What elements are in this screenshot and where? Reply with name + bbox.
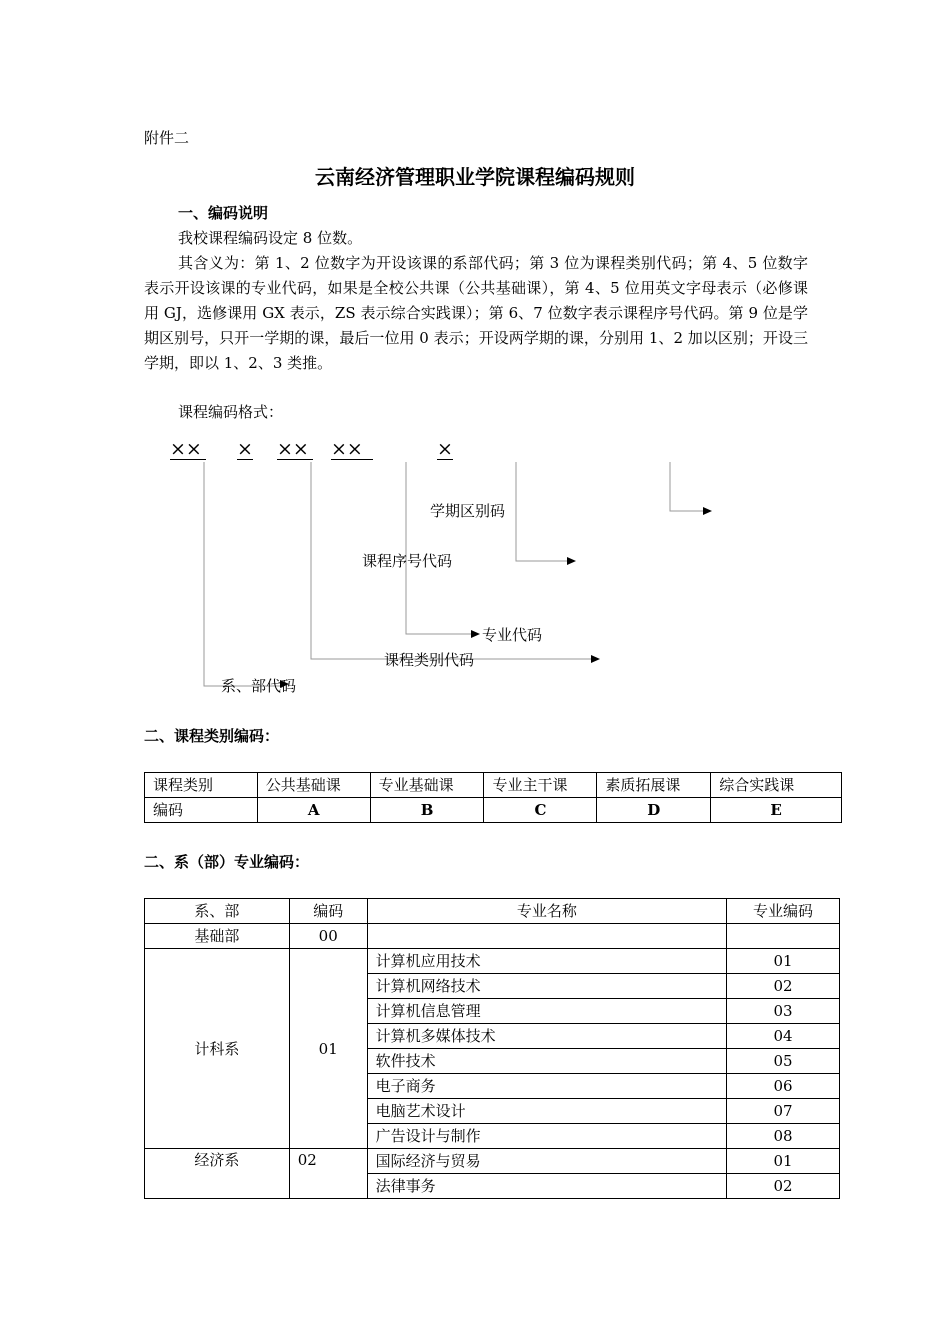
format-label: 课程编码格式：: [178, 403, 284, 421]
table-cell: 基础部: [145, 924, 290, 949]
table-cell: 专业主干课: [484, 773, 597, 798]
table-cell: 广告设计与制作: [367, 1124, 726, 1149]
table-cell: 公共基础课: [257, 773, 370, 798]
table-cell: 国际经济与贸易: [367, 1149, 726, 1174]
dept-major-table: [144, 898, 840, 1199]
table-cell: 02: [727, 1174, 840, 1199]
table-cell: 00: [289, 924, 367, 949]
table-cell: [727, 924, 840, 949]
table-cell: 电脑艺术设计: [367, 1099, 726, 1124]
table-cell: 04: [727, 1024, 840, 1049]
table-cell: [367, 924, 726, 949]
table-cell: 计算机信息管理: [367, 999, 726, 1024]
table-cell: 计算机多媒体技术: [367, 1024, 726, 1049]
table-header-cell: 系、部: [145, 899, 290, 924]
table-cell: 计算机网络技术: [367, 974, 726, 999]
label-dept-code: 系、部代码: [221, 677, 297, 695]
section3-heading: 二、系（部）专业编码：: [144, 853, 310, 871]
table-cell: 软件技术: [367, 1049, 726, 1074]
table-cell: 经济系: [145, 1149, 290, 1199]
table-cell: 素质拓展课: [597, 773, 711, 798]
table-cell: A: [257, 798, 370, 823]
table-cell: 05: [727, 1049, 840, 1074]
table-cell: 01: [289, 949, 367, 1149]
table-row: [145, 798, 842, 823]
table-cell: 综合实践课: [711, 773, 842, 798]
section1-para1: 我校课程编码设定 8 位数。: [178, 229, 363, 247]
course-category-table: [144, 772, 842, 823]
page-title: 云南经济管理职业学院课程编码规则: [315, 165, 635, 189]
label-category-code: 课程类别代码: [384, 651, 475, 669]
section2-heading: 二、课程类别编码：: [144, 727, 280, 745]
table-cell: 01: [727, 1149, 840, 1174]
table-header-cell: 专业编码: [727, 899, 840, 924]
table-cell: E: [711, 798, 842, 823]
label-semester-code: 学期区别码: [430, 502, 506, 520]
table-row: [145, 1149, 840, 1174]
attachment-label: 附件二: [144, 129, 190, 147]
format-digits-seq: ××: [331, 438, 363, 460]
table-header-cell: 专业名称: [367, 899, 726, 924]
table-cell: 计算机应用技术: [367, 949, 726, 974]
table-row: [145, 773, 842, 798]
format-digit-semester: ×: [437, 438, 453, 460]
format-digits-major: ××: [277, 438, 309, 460]
table-cell: 02: [727, 974, 840, 999]
table-cell: 08: [727, 1124, 840, 1149]
section1-heading: 一、编码说明: [178, 204, 269, 222]
format-digits-dept: ××: [170, 438, 202, 460]
table-row: [145, 899, 840, 924]
table-cell: D: [597, 798, 711, 823]
table-row: [145, 924, 840, 949]
label-course-seq-code: 课程序号代码: [362, 552, 453, 570]
table-row: [145, 949, 840, 974]
table-cell: 02: [289, 1149, 367, 1199]
table-cell: 编码: [145, 798, 258, 823]
table-cell: 07: [727, 1099, 840, 1124]
table-header-cell: 编码: [289, 899, 367, 924]
format-digit-category: ×: [237, 438, 253, 460]
table-cell: C: [484, 798, 597, 823]
table-cell: B: [370, 798, 484, 823]
table-cell: 01: [727, 949, 840, 974]
section1-para2: 其含义为：第 1、2 位数字为开设该课的系部代码；第 3 位为课程类别代码；第 4、5 位数字表示开设该课的专业代码，如果是全校公共课（公共基础课），第 4、5 位用英文字母表示（必修课用 GJ，选修课用 GX 表示，ZS 表示综合实践课）；第 6、7 位数字表示课程序号代码。第 9 位是学期区别号，只开一学期的课，最后一位用 0 表示；开设两学期的课，分别用 1、2 加以区别；开设三学期，即以 1、2、3 类推。: [144, 254, 808, 372]
table-cell: 电子商务: [367, 1074, 726, 1099]
table-cell: 专业基础课: [370, 773, 484, 798]
table-cell: 课程类别: [145, 773, 258, 798]
table-cell: 计科系: [145, 949, 290, 1149]
table-cell: 法律事务: [367, 1174, 726, 1199]
table-cell: 06: [727, 1074, 840, 1099]
label-major-code: 专业代码: [482, 626, 543, 644]
table-cell: 03: [727, 999, 840, 1024]
